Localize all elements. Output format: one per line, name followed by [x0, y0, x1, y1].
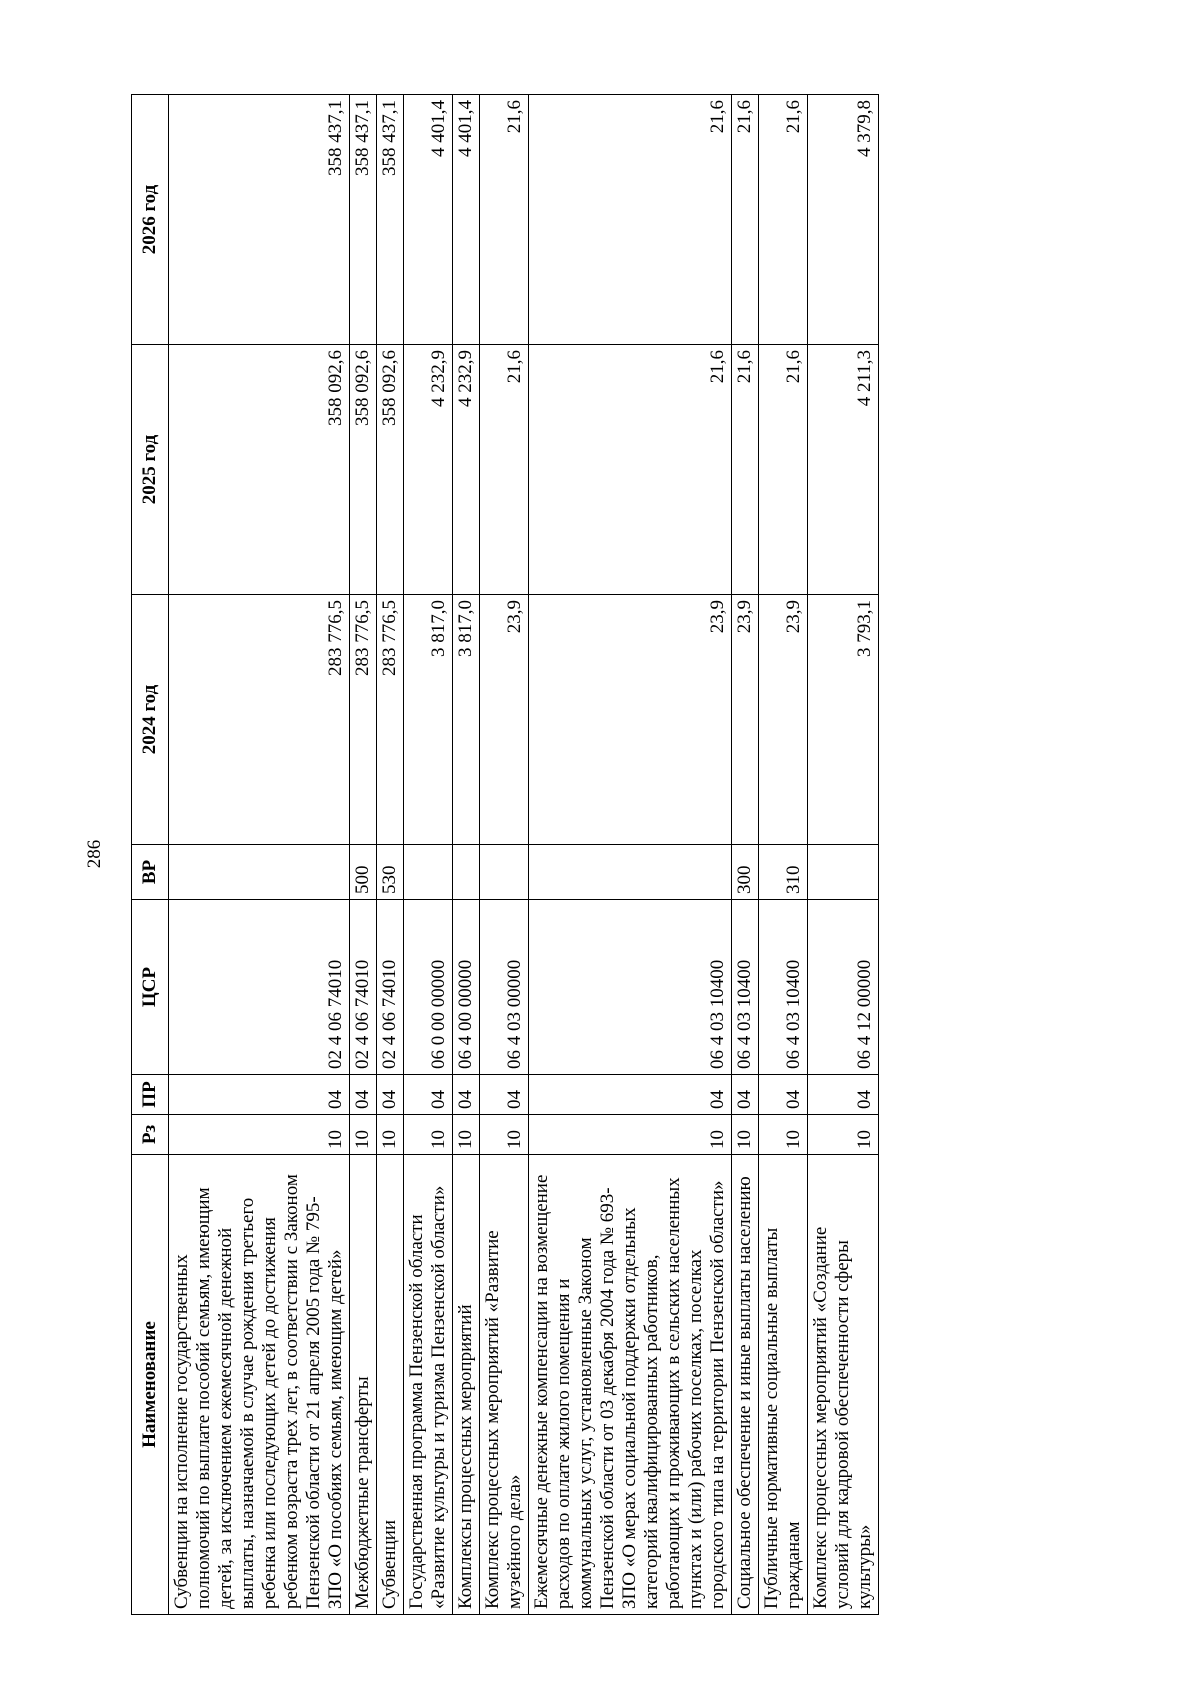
cell-pr: 04: [529, 1075, 732, 1115]
cell-2026: 358 437,1: [169, 95, 350, 345]
budget-table: [131, 94, 879, 1615]
column-header-csr: ЦСР: [132, 900, 169, 1075]
cell-csr: 02 4 06 74010: [169, 900, 350, 1075]
cell-pr: 04: [453, 1075, 480, 1115]
cell-vr: [453, 845, 480, 900]
cell-pr: 04: [759, 1075, 808, 1115]
cell-pr: 04: [480, 1075, 529, 1115]
cell-csr: 06 4 03 10400: [732, 900, 759, 1075]
page-number: 286: [84, 839, 105, 869]
cell-2025: 358 092,6: [169, 345, 350, 595]
cell-pr: 04: [350, 1075, 377, 1115]
cell-name: Комплексы процессных мероприятий: [453, 1155, 480, 1615]
table-row: [169, 95, 350, 1615]
cell-pr: 04: [808, 1075, 879, 1115]
cell-2026: 4 401,4: [404, 95, 453, 345]
cell-rz: 10: [453, 1115, 480, 1155]
column-header-2024: 2024 год: [132, 595, 169, 845]
cell-2024: 283 776,5: [350, 595, 377, 845]
cell-2025: 358 092,6: [350, 345, 377, 595]
cell-2024: 3 817,0: [404, 595, 453, 845]
cell-name: Ежемесячные денежные компенсации на возмещение расходов по оплате жилого помещения и коммунальных услуг, установленные Законом Пензенской области от 03 декабря 2004 года № 693-ЗПО «О мерах социальной поддержки отдельных категорий квалифицированных работников, работающих и проживающих в сельских населенных пунктах и (или) рабочих поселках, поселках городского типа на территории Пензенской области»: [529, 1155, 732, 1615]
cell-2025: 21,6: [480, 345, 529, 595]
cell-name: Комплекс процессных мероприятий «Создание условий для кадровой обеспеченности сферы культуры»: [808, 1155, 879, 1615]
cell-2025: 4 232,9: [404, 345, 453, 595]
table-row: [480, 95, 529, 1615]
cell-2025: 4 211,3: [808, 345, 879, 595]
cell-rz: 10: [808, 1115, 879, 1155]
cell-2025: 21,6: [759, 345, 808, 595]
cell-name: Субвенции: [377, 1155, 404, 1615]
cell-vr: [404, 845, 453, 900]
cell-vr: [808, 845, 879, 900]
table-row: [529, 95, 732, 1615]
cell-2026: 21,6: [759, 95, 808, 345]
cell-name: Социальное обеспечение и иные выплаты населению: [732, 1155, 759, 1615]
cell-2024: 3 793,1: [808, 595, 879, 845]
cell-2026: 21,6: [480, 95, 529, 345]
table-row: [350, 95, 377, 1615]
cell-csr: 06 0 00 00000: [404, 900, 453, 1075]
cell-rz: 10: [404, 1115, 453, 1155]
cell-name: Комплекс процессных мероприятий «Развитие музейного дела»: [480, 1155, 529, 1615]
cell-rz: 10: [169, 1115, 350, 1155]
cell-2026: 358 437,1: [350, 95, 377, 345]
cell-csr: 02 4 06 74010: [350, 900, 377, 1075]
cell-2026: 21,6: [732, 95, 759, 345]
cell-csr: 06 4 03 10400: [529, 900, 732, 1075]
table-row: [759, 95, 808, 1615]
cell-vr: 530: [377, 845, 404, 900]
cell-csr: 06 4 12 00000: [808, 900, 879, 1075]
column-header-vr: ВР: [132, 845, 169, 900]
cell-vr: 310: [759, 845, 808, 900]
cell-2026: 4 401,4: [453, 95, 480, 345]
cell-rz: 10: [732, 1115, 759, 1155]
cell-2024: 23,9: [480, 595, 529, 845]
cell-rz: 10: [529, 1115, 732, 1155]
cell-2024: 283 776,5: [377, 595, 404, 845]
cell-2025: 21,6: [732, 345, 759, 595]
cell-csr: 06 4 00 00000: [453, 900, 480, 1075]
table-row: [404, 95, 453, 1615]
cell-2026: 358 437,1: [377, 95, 404, 345]
table-header-row: [132, 95, 169, 1615]
cell-pr: 04: [169, 1075, 350, 1115]
cell-name: Межбюджетные трансферты: [350, 1155, 377, 1615]
table-row: [377, 95, 404, 1615]
cell-rz: 10: [759, 1115, 808, 1155]
column-header-name: Наименование: [132, 1155, 169, 1615]
table-row: [453, 95, 480, 1615]
cell-name: Публичные нормативные социальные выплаты гражданам: [759, 1155, 808, 1615]
cell-vr: 500: [350, 845, 377, 900]
table-row: [808, 95, 879, 1615]
cell-2024: 23,9: [529, 595, 732, 845]
cell-2025: 21,6: [529, 345, 732, 595]
cell-name: Субвенции на исполнение государственных полномочий по выплате пособий семьям, имеющим детей, за исключением ежемесячной денежной выплаты, назначаемой в случае рождения третьего ребенка или последующих детей до достижения ребенком возраста трех лет, в соответствии с Законом Пензенской области от 21 апреля 2005 года № 795-ЗПО «О пособиях семьям, имеющим детей»: [169, 1155, 350, 1615]
cell-name: Государственная программа Пензенской области «Развитие культуры и туризма Пензенской области»: [404, 1155, 453, 1615]
cell-csr: 02 4 06 74010: [377, 900, 404, 1075]
cell-pr: 04: [377, 1075, 404, 1115]
cell-2025: 4 232,9: [453, 345, 480, 595]
cell-2024: 23,9: [732, 595, 759, 845]
column-header-2026: 2026 год: [132, 95, 169, 345]
table-row: [732, 95, 759, 1615]
cell-pr: 04: [732, 1075, 759, 1115]
cell-pr: 04: [404, 1075, 453, 1115]
cell-csr: 06 4 03 10400: [759, 900, 808, 1075]
cell-2026: 21,6: [529, 95, 732, 345]
cell-rz: 10: [480, 1115, 529, 1155]
cell-csr: 06 4 03 00000: [480, 900, 529, 1075]
column-header-2025: 2025 год: [132, 345, 169, 595]
cell-rz: 10: [350, 1115, 377, 1155]
cell-rz: 10: [377, 1115, 404, 1155]
cell-2024: 23,9: [759, 595, 808, 845]
column-header-rz: Рз: [132, 1115, 169, 1155]
cell-vr: [169, 845, 350, 900]
cell-vr: 300: [732, 845, 759, 900]
column-header-pr: ПР: [132, 1075, 169, 1115]
cell-2026: 4 379,8: [808, 95, 879, 345]
cell-2025: 358 092,6: [377, 345, 404, 595]
cell-vr: [480, 845, 529, 900]
rotated-table-container: [131, 95, 896, 1615]
cell-vr: [529, 845, 732, 900]
cell-2024: 3 817,0: [453, 595, 480, 845]
cell-2024: 283 776,5: [169, 595, 350, 845]
